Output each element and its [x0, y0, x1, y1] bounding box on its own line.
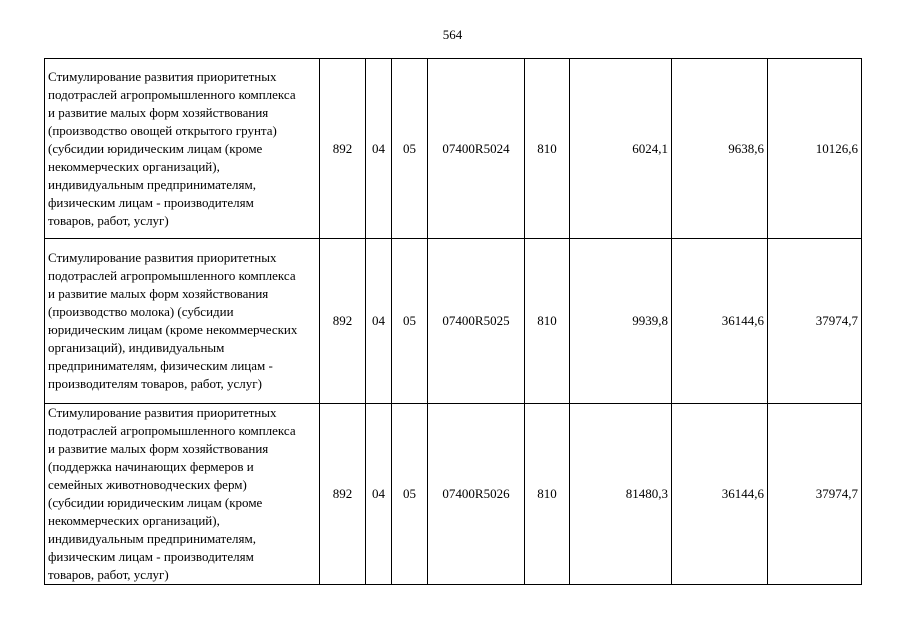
target-article-code: 07400R5026	[428, 404, 525, 585]
expense-type-code: 810	[525, 404, 570, 585]
section-code: 04	[366, 59, 392, 239]
ministry-code: 892	[320, 404, 366, 585]
amount-3: 10126,6	[768, 59, 862, 239]
budget-table	[44, 58, 862, 585]
page-number: 564	[442, 27, 463, 42]
expense-type-code: 810	[525, 239, 570, 404]
target-article-code: 07400R5024	[428, 59, 525, 239]
subsection-code: 05	[392, 404, 428, 585]
row-description: Стимулирование развития приоритетных подотраслей агропромышленного комплекса и развитие малых форм хозяйствования (поддержка начинающих фермеров и семейных животноводческих ферм) (субсидии юридическим лицам (кроме некоммерческих организаций), индивидуальным предпринимателям, физическим лицам - производителям товаров, работ, услуг)	[45, 404, 320, 585]
amount-1: 6024,1	[570, 59, 672, 239]
ministry-code: 892	[320, 239, 366, 404]
target-article-code: 07400R5025	[428, 239, 525, 404]
amount-3: 37974,7	[768, 239, 862, 404]
ministry-code: 892	[320, 59, 366, 239]
expense-type-code: 810	[525, 59, 570, 239]
amount-2: 36144,6	[672, 239, 768, 404]
table-row	[45, 404, 862, 585]
subsection-code: 05	[392, 239, 428, 404]
section-code: 04	[366, 404, 392, 585]
row-description: Стимулирование развития приоритетных подотраслей агропромышленного комплекса и развитие малых форм хозяйствования (производство молока) (субсидии юридическим лицам (кроме некоммерческих организаций), индивидуальным предпринимателям, физическим лицам - производителям товаров, работ, услуг)	[45, 239, 320, 404]
subsection-code: 05	[392, 59, 428, 239]
amount-1: 9939,8	[570, 239, 672, 404]
amount-3: 37974,7	[768, 404, 862, 585]
amount-2: 36144,6	[672, 404, 768, 585]
table-row	[45, 59, 862, 239]
amount-1: 81480,3	[570, 404, 672, 585]
table-row	[45, 239, 862, 404]
row-description: Стимулирование развития приоритетных подотраслей агропромышленного комплекса и развитие малых форм хозяйствования (производство овощей открытого грунта) (субсидии юридическим лицам (кроме некоммерческих организаций), индивидуальным предпринимателям, физическим лицам - производителям товаров, работ, услуг)	[45, 59, 320, 239]
section-code: 04	[366, 239, 392, 404]
amount-2: 9638,6	[672, 59, 768, 239]
